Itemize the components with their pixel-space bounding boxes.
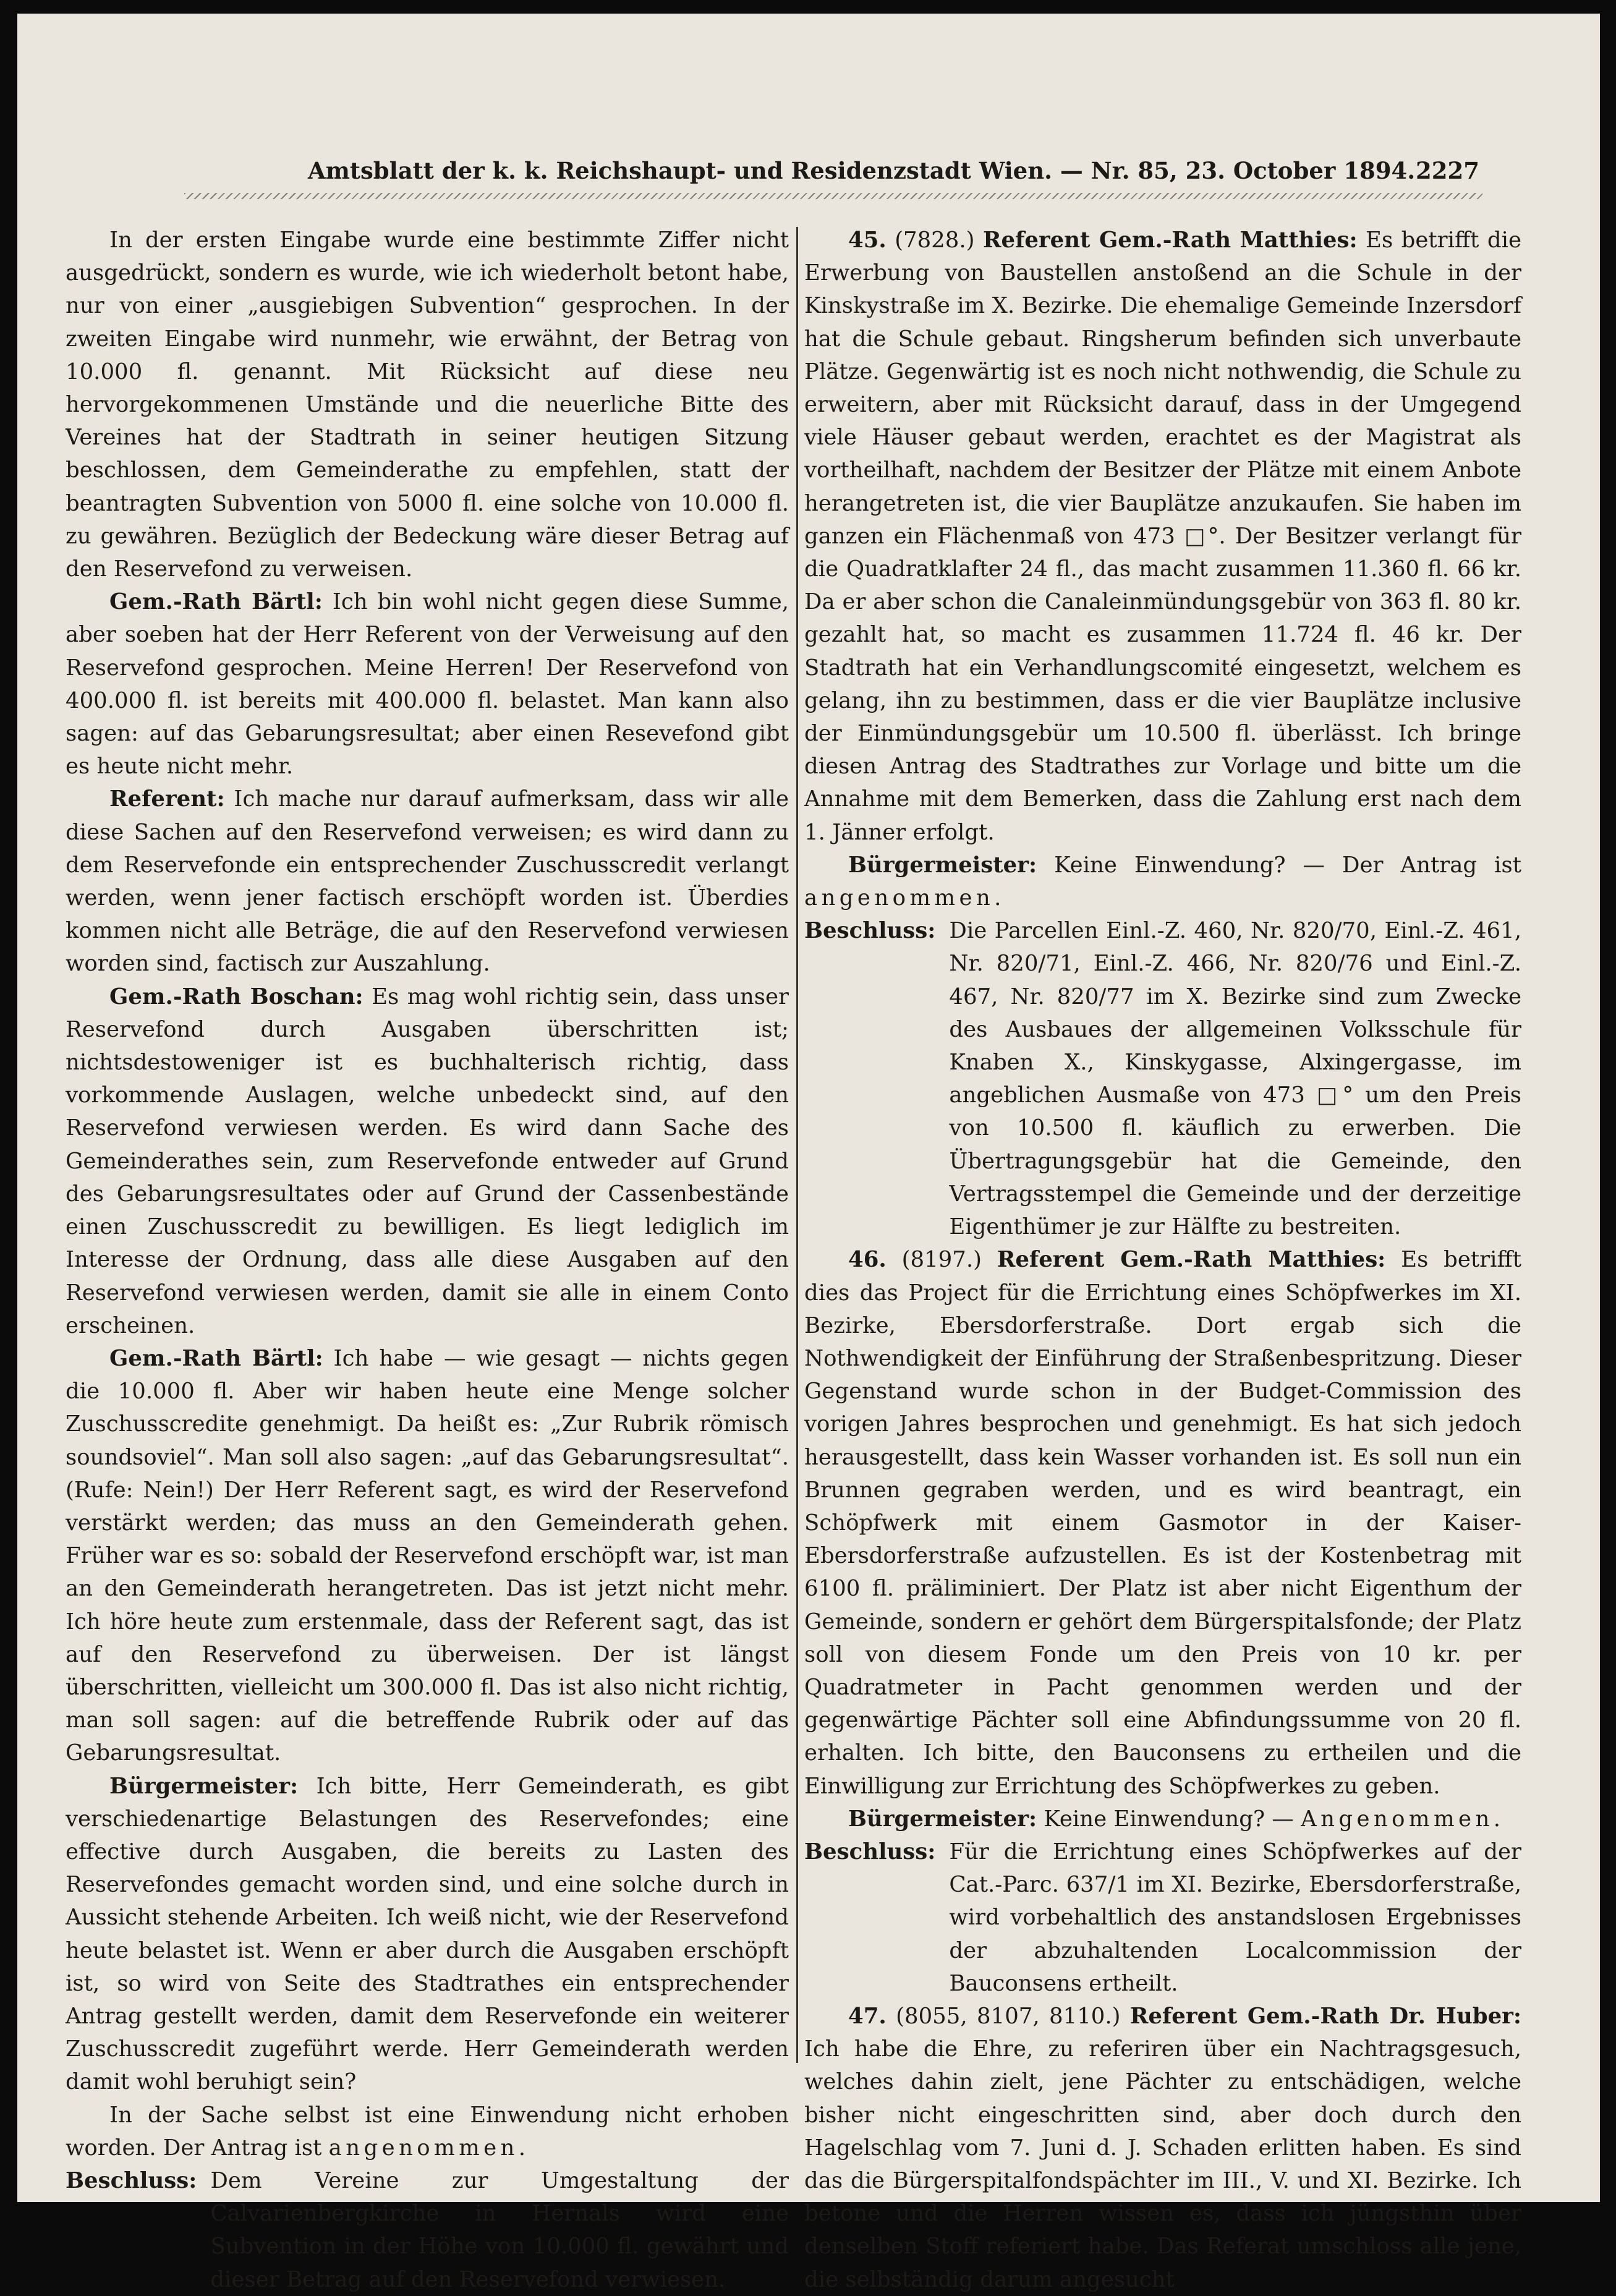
paragraph: Bürgermeister: Keine Einwendung? — Der Antrag ist angenommen.: [804, 852, 1521, 911]
paragraph: Referent: Ich mache nur darauf aufmerksam, dass wir alle diese Sachen auf den Reservefond verweisen; es wird dann zu dem Reservefonde ein entsprechender Zuschusscredit verlangt werden, wenn jener factisch erschöpft worden ist. Überdies kommen nicht alle Beträge, die auf den Reservefond verwiesen worden sind, factisch zur Auszahlung.: [66, 786, 789, 977]
speaker: Bürgermeister:: [848, 852, 1037, 878]
resolution-text: Die Parcellen Einl.-Z. 460, Nr. 820/70, Einl.-Z. 461, Nr. 820/71, Einl.-Z. 466, Nr. 820/76 und Einl.-Z. 467, Nr. 820/77 im X. Bezirke sind zum Zwecke des Ausbaues der allgemeinen Volksschule für Knaben X., Kinskygasse, Alxingergasse, im angeblichen Ausmaße von 473 □° um den Preis von 10.500 fl. käuflich zu erwerben. Die Übertragungsgebür hat die Gemeinde, den Vertragsstempel die Gemeinde und der derzeitige Eigenthümer je zur Hälfte zu bestreiten.: [949, 918, 1521, 1240]
speaker: Referent Gem.-Rath Dr. Huber:: [1129, 2003, 1521, 2029]
right-column: [804, 224, 1521, 2296]
agenda-item-46: 46. (8197.) Referent Gem.-Rath Matthies: Es betrifft dies das Project für die Errichtung eines Schöpfwerkes im XI. Bezirke, Ebersdorferstraße. Dort ergab sich die Nothwendigkeit der Einführung der Straßenbespritzung. Dieser Gegenstand wurde schon in der Budget-Commission des vorigen Jahres besprochen und genehmigt. Es hat sich jedoch herausgestellt, dass kein Wasser vorhanden ist. Es soll nun ein Brunnen gegraben werden, und es wird beantragt, ein Schöpfwerk mit einem Gasmotor in der Kaiser-Ebersdorferstraße aufzustellen. Es ist der Kostenbetrag mit 6100 fl. präliminiert. Der Platz ist aber nicht Eigenthum der Gemeinde, sondern er gehört dem Bürgerspitalsfonde; der Platz soll von diesem Fonde um den Preis von 10 kr. per Quadratmeter in Pacht genommen werden und der gegenwärtige Pächter soll eine Abfindungssumme von 20 fl. erhalten. Ich bitte, den Bauconsens zu ertheilen und die Einwilligung zur Errichtung des Schöpfwerkes zu geben.: [804, 1247, 1521, 1799]
speaker: Gem.-Rath Bärtl:: [109, 589, 323, 615]
resolution: [66, 2164, 789, 2296]
page-number: 2227: [1416, 157, 1479, 184]
resolution-label: Beschluss:: [804, 1839, 936, 1864]
resolution: [804, 1835, 1521, 2000]
resolution-text: Dem Vereine zur Umgestaltung der Calvarienbergkirche in Hernals wird eine Subvention in der Höhe von 10.000 fl. gewährt und dieser Betrag auf den Reservefond verwiesen.: [210, 2167, 789, 2292]
speaker: Gem.-Rath Bärtl:: [109, 1345, 323, 1371]
resolution-label: Beschluss:: [66, 2167, 197, 2193]
speaker: Referent Gem.-Rath Matthies:: [997, 1247, 1386, 1273]
resolution: [804, 914, 1521, 1243]
newspaper-page: [17, 14, 1600, 2292]
paragraph: In der ersten Eingabe wurde eine bestimmte Ziffer nicht ausgedrückt, sondern es wurde, wie ich wiederholt betont habe, nur von einer „ausgiebigen Subvention“ gesprochen. In der zweiten Eingabe wird nunmehr, wie erwähnt, der Betrag von 10.000 fl. genannt. Mit Rücksicht auf diese neu hervorgekommenen Umstände und die neuerliche Bitte des Vereines hat der Stadtrath in seiner heutigen Sitzung beschlossen, dem Gemeinderathe zu empfehlen, statt der beantragten Subvention von 5000 fl. eine solche von 10.000 fl. zu gewähren. Bezüglich der Bedeckung wäre dieser Betrag auf den Reservefond zu verweisen.: [66, 227, 789, 582]
speaker: Referent Gem.-Rath Matthies:: [982, 227, 1358, 253]
paragraph: Gem.-Rath Bärtl: Ich bin wohl nicht gegen diese Summe, aber soeben hat der Herr Referent von der Verweisung auf den Reservefond gesprochen. Meine Herren! Der Reservefond von 400.000 fl. ist bereits mit 400.000 fl. belastet. Man kann also sagen: auf das Gebarungsresultat; aber einen Resevefond gibt es heute nicht mehr.: [66, 589, 789, 780]
speaker: Referent:: [109, 786, 225, 812]
paragraph: Gem.-Rath Bärtl: Ich habe — wie gesagt — nichts gegen die 10.000 fl. Aber wir haben heute eine Menge solcher Zuschusscredite genehmigt. Da heißt es: „Zur Rubrik römisch soundsoviel“. Man soll also sagen: „auf das Gebarungsresultat“. (Rufe: Nein!) Der Herr Referent sagt, es wird der Reservefond verstärkt werden; das muss an den Gemeinderath gehen. Früher war es so: sobald der Reservefond erschöpft war, ist man an den Gemeinderath herangetreten. Das ist jetzt nicht mehr. Ich höre heute zum erstenmale, dass der Referent sagt, das ist auf den Reservefond zu überweisen. Der ist längst überschritten, vielleicht um 300.000 fl. Das ist also nicht richtig, man soll sagen: auf die betreffende Rubrik oder auf das Gebarungsresultat.: [66, 1345, 789, 1766]
paragraph: Bürgermeister: Keine Einwendung? — Angenommen.: [848, 1806, 1505, 1832]
speaker: Gem.-Rath Boschan:: [109, 984, 364, 1010]
speaker: Bürgermeister:: [109, 1773, 299, 1799]
resolution-label: Beschluss:: [804, 918, 936, 944]
left-column: [66, 224, 789, 2296]
paragraph: Bürgermeister: Ich bitte, Herr Gemeinderath, es gibt verschiedenartige Belastungen des Reservefondes; eine effective durch Ausgaben, die bereits zu Lasten des Reservefondes gemacht worden sind, und eine solche durch in Aussicht stehende Arbeiten. Ich weiß nicht, wie der Reservefond heute belastet ist. Wenn er aber durch die Ausgaben erschöpft ist, so wird von Seite des Stadtrathes ein entsprechender Antrag gestellt werden, damit dem Reservefonde ein weiterer Zuschusscredit zugeführt werde. Herr Gemeinderath werden damit wohl beruhigt sein?: [66, 1773, 789, 2095]
agenda-item-45: 45. (7828.) Referent Gem.-Rath Matthies: Es betrifft die Erwerbung von Baustellen anstoßend an die Schule in der Kinskystraße im X. Bezirke. Die ehemalige Gemeinde Inzersdorf hat die Schule gebaut. Ringsherum befinden sich unverbaute Plätze. Gegenwärtig ist es noch nicht nothwendig, die Schule zu erweitern, aber mit Rücksicht darauf, dass in der Umgegend viele Häuser gebaut werden, erachtet es der Magistrat als vortheilhaft, nachdem der Besitzer der Plätze mit einem Anbote herangetreten ist, die vier Bauplätze anzukaufen. Sie haben im ganzen ein Flächenmaß von 473 □°. Der Besitzer verlangt für die Quadratklafter 24 fl., das macht zusammen 11.360 fl. 66 kr. Da er aber schon die Canaleinmündungsgebür von 363 fl. 80 kr. gezahlt hat, so macht es zusammen 11.724 fl. 46 kr. Der Stadtrath hat ein Verhandlungscomité eingesetzt, welchem es gelang, ihn zu bestimmen, dass er die vier Bauplätze inclusive der Einmündungsgebür um 10.500 fl. überlässt. Ich bringe diesen Antrag des Stadtrathes zur Vorlage und bitte um die Annahme mit dem Bemerken, dass die Zahlung erst nach dem 1. Jänner erfolgt.: [804, 227, 1521, 845]
column-divider: [796, 227, 798, 2063]
speaker: Bürgermeister:: [848, 1806, 1037, 1832]
resolution-text: Für die Errichtung eines Schöpfwerkes auf der Cat.-Parc. 637/1 im XI. Bezirke, Ebersdorferstraße, wird vorbehaltlich des anstandslosen Ergebnisses der abzuhaltenden Localcommission der Bauconsens ertheilt.: [949, 1839, 1521, 1996]
header-rule: [184, 193, 1482, 199]
header-title: Amtsblatt der k. k. Reichshaupt- und Residenzstadt Wien. — Nr. 85, 23. October 1894.: [308, 157, 1416, 184]
agenda-item-47: 47. (8055, 8107, 8110.) Referent Gem.-Rath Dr. Huber: Ich habe die Ehre, zu referiren über ein Nachtragsgesuch, welches dahin zielt, jene Pächter zu entschädigen, welche bisher nicht eingeschritten sind, aber doch durch den Hagelschlag vom 7. Juni d. J. Schaden erlitten haben. Es sind das die Bürgerspitalfondspächter im III., V. und XI. Bezirke. Ich betone und die Herren wissen es, dass ich jüngsthin über denselben Stoff referiert habe. Das Referat umschloss alle jene, die selbständig darum angesucht: [804, 2003, 1521, 2292]
paragraph: In der Sache selbst ist eine Einwendung nicht erhoben worden. Der Antrag ist angenommen.: [66, 2102, 789, 2161]
paragraph: Gem.-Rath Boschan: Es mag wohl richtig sein, dass unser Reservefond durch Ausgaben überschritten ist; nichtsdestoweniger ist es buchhalterisch richtig, dass vorkommende Auslagen, welche unbedeckt sind, auf den Reservefond verwiesen werden. Es wird dann Sache des Gemeinderathes sein, zum Reservefonde entweder auf Grund des Gebarungsresultates oder auf Grund der Cassenbestände einen Zuschusscredit zu bewilligen. Es liegt lediglich im Interesse der Ordnung, dass alle diese Ausgaben auf den Reservefond verwiesen werden, damit sie alle in einem Conto erscheinen.: [66, 984, 789, 1338]
